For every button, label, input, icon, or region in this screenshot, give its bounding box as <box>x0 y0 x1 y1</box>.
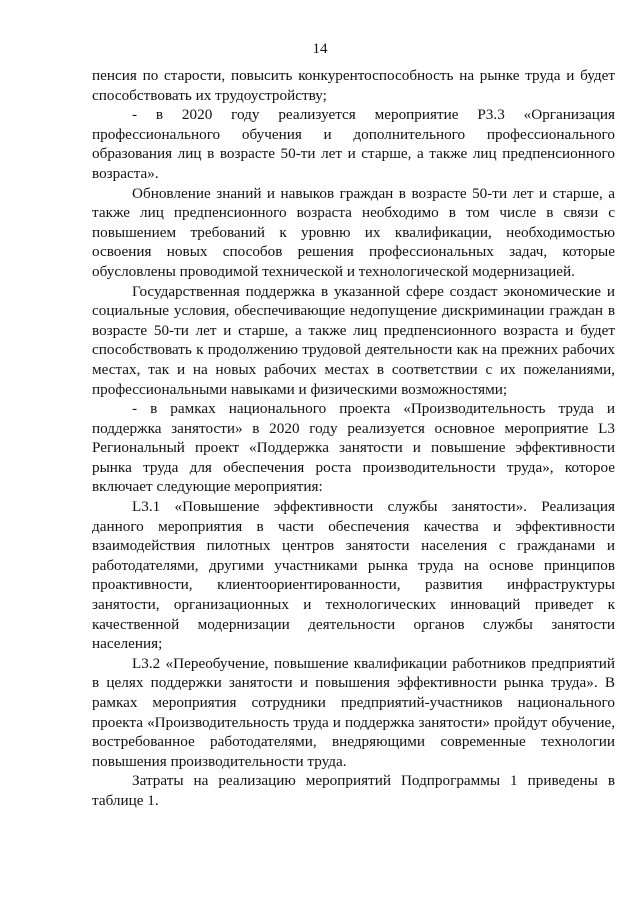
paragraph-3: Обновление знаний и навыков граждан в возрасте 50-ти лет и старше, а также лиц предпенсионного возраста необходимо в том числе в связи с повышением требований к уровню их квалификации, необходимостью освоения новых способов решения профессиональных задач, которые обусловлены проводимой технической и технологической модернизацией. <box>92 184 615 280</box>
paragraph-4: Государственная поддержка в указанной сфере создаст экономические и социальные условия, обеспечивающие недопущение дискриминации граждан в возрасте 50-ти лет и старше, а также лиц предпенсионного возраста и будет способствовать к продолжению трудовой деятельности как на прежних рабочих местах, так и на новых рабочих местах в соответствии с их пожеланиями, профессиональными навыками и физическими возможностями; <box>92 282 615 398</box>
page-number: 14 <box>312 41 328 57</box>
paragraph-1: пенсия по старости, повысить конкурентоспособность на рынке труда и будет способствовать их трудоустройству; <box>92 67 615 104</box>
paragraph-6: L3.1 «Повышение эффективности службы занятости». Реализация данного мероприятия в части обеспечения качества и эффективности взаимодействия пилотных центров занятости населения с гражданами и работодателями, другими участниками рынка труда на основе принципов проактивности, клиентоориентированности, развития инфраструктуры занятости, организационных и технологических инноваций приведет к качественной модернизации деятельности органов службы занятости населения; <box>92 498 615 653</box>
paragraph-7: L3.2 «Переобучение, повышение квалификации работников предприятий в целях поддержки занятости и повышения эффективности рынка труда». В рамках мероприятия сотрудники предприятий-участников национального проекта «Производительность труда и поддержка занятости» пройдут обучение, востребованное работодателями, внедряющими современные технологии повышения производительности труда. <box>92 654 615 770</box>
paragraph-2: - в 2020 году реализуется мероприятие Р3.3 «Организация профессионального обучения и дополнительного профессионального образования лиц в возрасте 50-ти лет и старше, а также лиц предпенсионного возраста». <box>92 106 615 182</box>
body-text <box>92 66 615 811</box>
paragraph-5: - в рамках национального проекта «Производительность труда и поддержка занятости» в 2020 году реализуется основное мероприятие L3 Региональный проект «Поддержка занятости и повышение эффективности рынка труда для обеспечения роста производительности труда», которое включает следующие мероприятия: <box>92 400 615 496</box>
paragraph-8: Затраты на реализацию мероприятий Подпрограммы 1 приведены в таблице 1. <box>92 772 615 809</box>
